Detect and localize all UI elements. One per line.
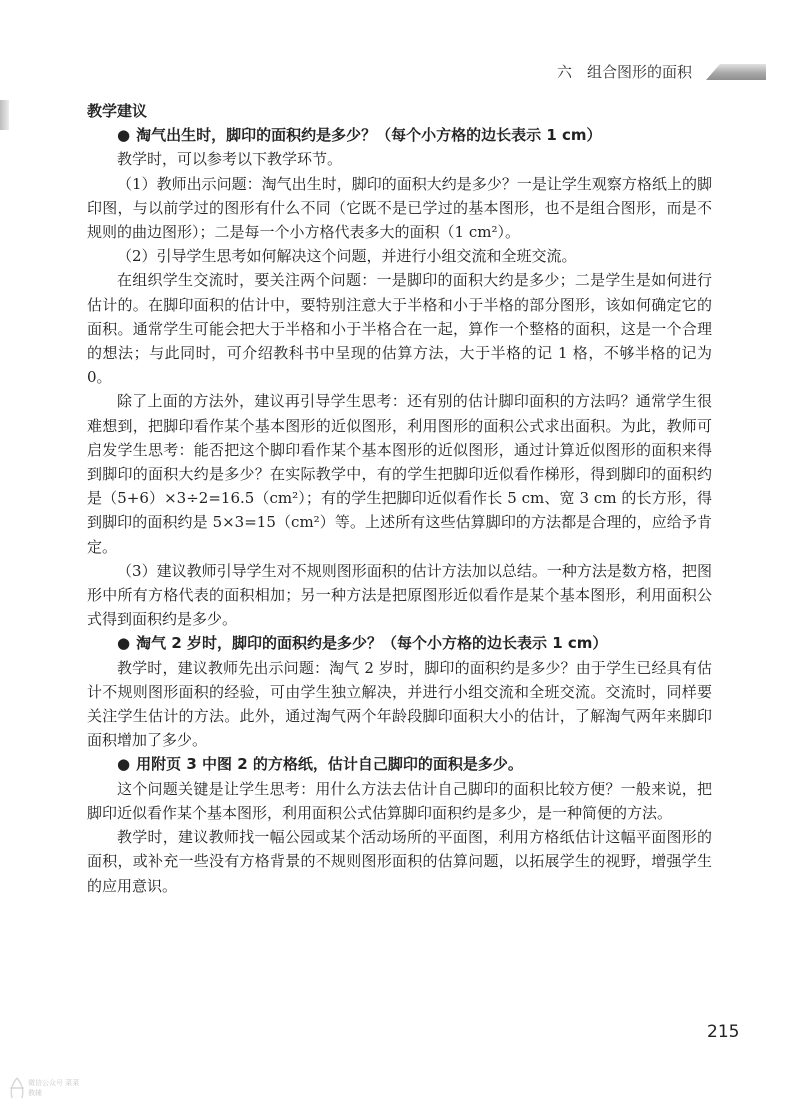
- bullet-heading-3: [87, 752, 712, 776]
- paragraph-5: 除了上面的方法外，建议再引导学生思考：还有别的估计脚印面积的方法吗？通常学生很难想到，把脚印看作某个基本图形的近似图形，利用图形的面积公式求出面积。为此，教师可启发学生思考：能否把这个脚印看作某个基本图形的近似图形，通过计算近似图形的面积来得到脚印的面积大约是多少？在实际教学中，有的学生把脚印近似看作梯形，得到脚印的面积约是（5+6）×3÷2=16.5（cm²）；有的学生把脚印近似看作长 5 cm、宽 3 cm 的长方形，得到脚印的面积约是 5×3=15（cm²）等。上述所有这些估算脚印的方法都是合理的，应给予肯定。: [87, 392, 712, 556]
- watermark-icon: [6, 1076, 28, 1102]
- paragraph-9: 教学时，建议教师找一幅公园或某个活动场所的平面图，利用方格纸估计这幅平面图形的面积，或补充一些没有方格背景的不规则图形面积的估算问题，以拓展学生的视野，增强学生的应用意识。: [87, 828, 712, 895]
- chapter-title: 六 组合图形的面积: [556, 63, 692, 81]
- bullet-heading-2-text: 淘气 2 岁时，脚印的面积约是多少？（每个小方格的边长表示 1 cm）: [136, 634, 608, 653]
- bullet-heading-1-text: 淘气出生时，脚印的面积约是多少？（每个小方格的边长表示 1 cm）: [136, 126, 602, 145]
- section-title: 教学建议: [87, 102, 148, 120]
- running-header: [0, 60, 800, 82]
- watermark-text: 微信公众号 菜菜教辅: [28, 1079, 80, 1097]
- bullet-icon: ●: [117, 634, 131, 653]
- header-tab-decoration: [706, 64, 766, 80]
- paragraph-3: （2）引导学生思考如何解决这个问题，并进行小组交流和全班交流。: [117, 247, 577, 266]
- paragraph-8: 这个问题关键是让学生思考：用什么方法去估计自己脚印的面积比较方便？一般来说，把脚印近似看作某个基本图形，利用面积公式估算脚印面积约是多少，是一种简便的方法。: [87, 779, 712, 822]
- bullet-heading-2: [87, 631, 712, 655]
- main-content: [87, 99, 712, 898]
- page-number: 215: [707, 1022, 740, 1042]
- paragraph-2: （1）教师出示问题：淘气出生时，脚印的面积大约是多少？一是让学生观察方格纸上的脚印图，与以前学过的图形有什么不同（它既不是已学过的基本图形，也不是组合图形，而是不规则的曲边图形）；二是每一个小方格代表多大的面积（1 cm²）。: [87, 174, 712, 242]
- bullet-heading-1: [87, 123, 712, 147]
- paragraph-6: （3）建议教师引导学生对不规则图形面积的估计方法加以总结。一种方法是数方格，把图形中所有方格代表的面积相加；另一种方法是把原图形近似看作是某个基本图形，利用面积公式得到面积约是多少。: [87, 561, 712, 629]
- bullet-heading-3-text: 用附页 3 中图 2 的方格纸，估计自己脚印的面积是多少。: [136, 755, 523, 774]
- paragraph-7: 教学时，建议教师先出示问题：淘气 2 岁时，脚印的面积约是多少？由于学生已经具有估计不规则图形面积的经验，可由学生独立解决，并进行小组交流和全班交流。交流时，同样要关注学生估计的方法。此外，通过淘气两个年龄段脚印面积大小的估计，了解淘气两年来脚印面积增加了多少。: [87, 658, 712, 750]
- page-edge-strip: [0, 100, 9, 130]
- paragraph-1: 教学时，可以参考以下教学环节。: [117, 150, 343, 169]
- bullet-icon: ●: [117, 755, 131, 774]
- bullet-icon: ●: [117, 126, 131, 145]
- watermark-logo: [6, 1076, 86, 1104]
- paragraph-4: 在组织学生交流时，要关注两个问题：一是脚印的面积大约是多少；二是学生是如何进行估计的。在脚印面积的估计中，要特别注意大于半格和小于半格的部分图形，该如何确定它的面积。通常学生可能会把大于半格和小于半格合在一起，算作一个整格的面积，这是一个合理的想法；与此同时，可介绍教科书中呈现的估算方法，大于半格的记 1 格，不够半格的记为 0。: [87, 271, 712, 387]
